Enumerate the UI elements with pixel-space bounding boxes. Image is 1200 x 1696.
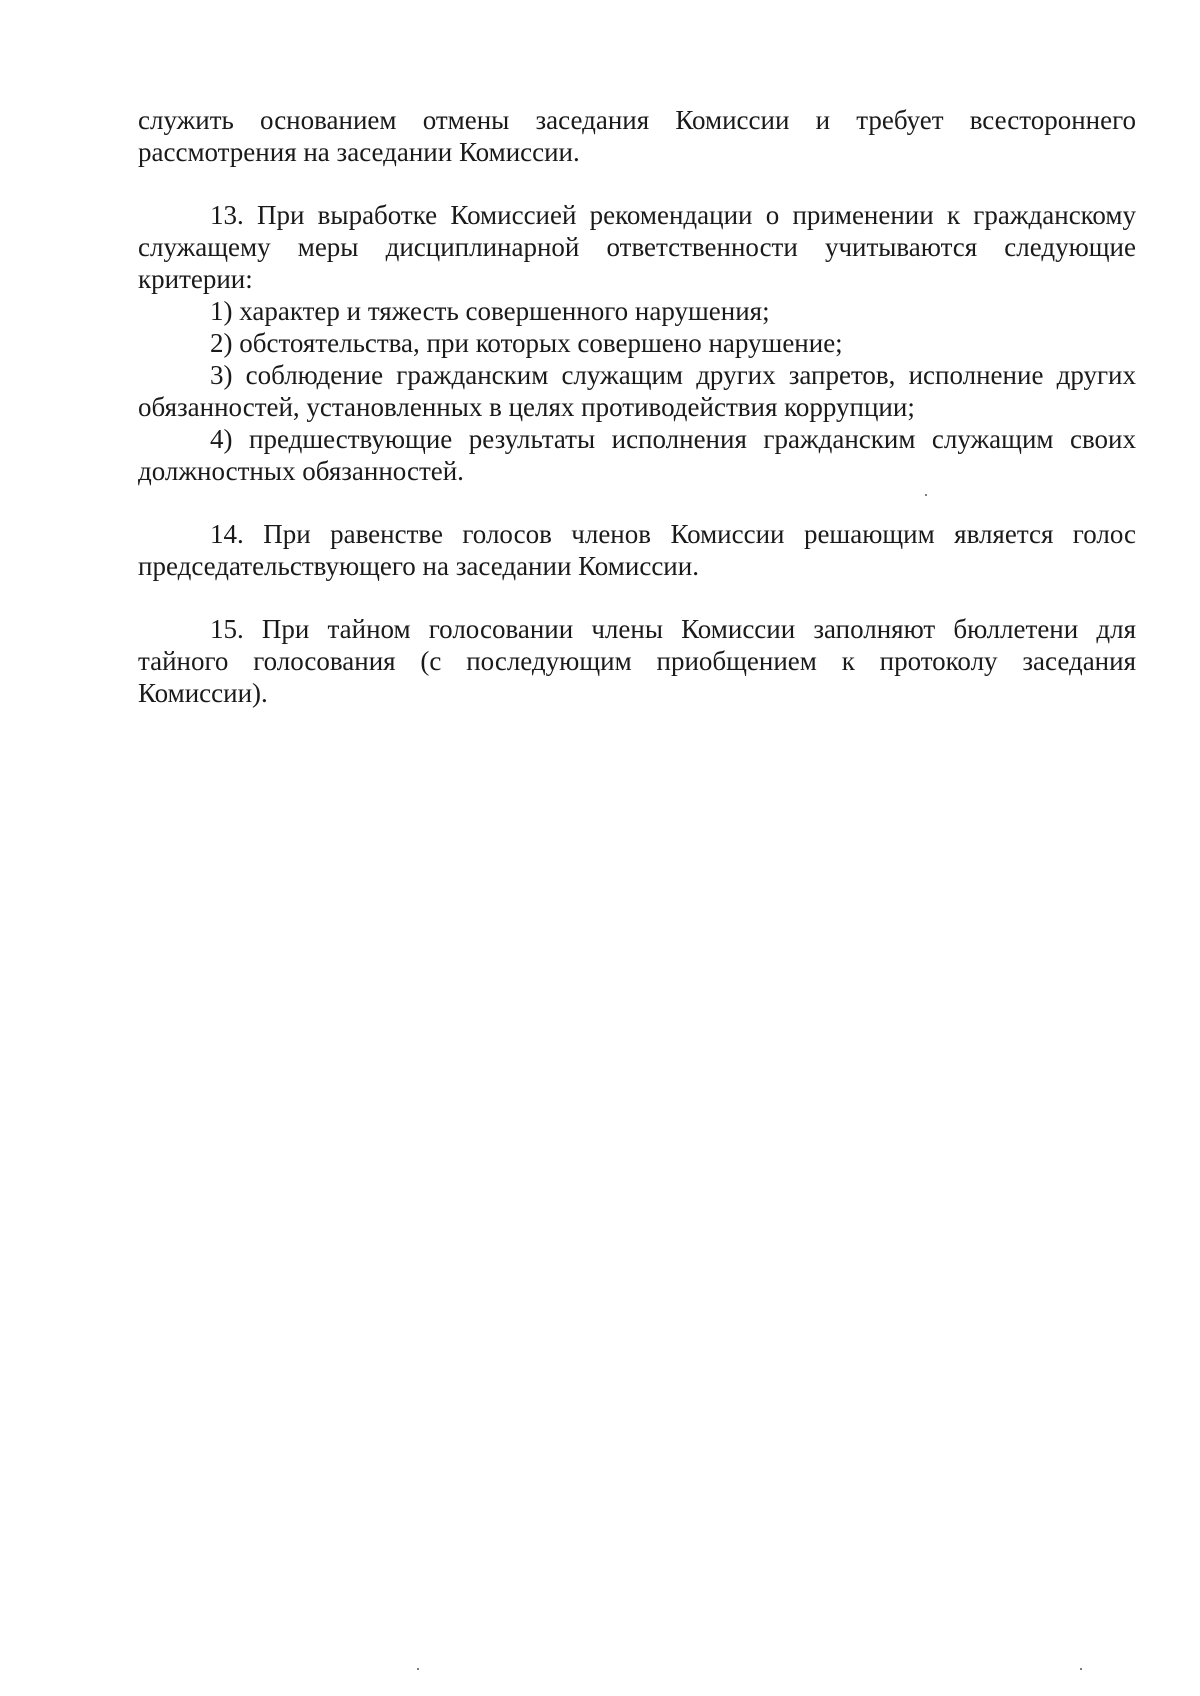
continuation-paragraph: служить основанием отмены заседания Комиссии и требует всестороннего рассмотрения на заседании Комиссии. xyxy=(138,105,1136,167)
document-page xyxy=(138,104,1136,709)
scan-speck xyxy=(925,494,927,496)
paragraph-gap xyxy=(138,487,1136,518)
scan-speck xyxy=(417,1668,419,1670)
section-13-item-3: 3) соблюдение гражданским служащим других запретов, исполнение других обязанностей, установленных в целях противодействия коррупции; xyxy=(138,360,1136,422)
section-13-intro: 13. При выработке Комиссией рекомендации о применении к гражданскому служащему меры дисциплинарной ответственности учитываются следующие критерии: xyxy=(138,200,1136,294)
section-15-paragraph: 15. При тайном голосовании члены Комиссии заполняют бюллетени для тайного голосования (с последующим приобщением к протоколу заседания Комиссии). xyxy=(138,614,1136,708)
section-13-item-4: 4) предшествующие результаты исполнения гражданским служащим своих должностных обязанностей. xyxy=(138,424,1136,486)
paragraph-gap xyxy=(138,582,1136,613)
section-14-paragraph: 14. При равенстве голосов членов Комиссии решающим является голос председательствующего на заседании Комиссии. xyxy=(138,519,1136,581)
section-13-item-1: 1) характер и тяжесть совершенного нарушения; xyxy=(210,296,770,326)
paragraph-gap xyxy=(138,168,1136,199)
scan-speck xyxy=(1080,1668,1082,1670)
section-13-item-2: 2) обстоятельства, при которых совершено нарушение; xyxy=(210,328,843,358)
